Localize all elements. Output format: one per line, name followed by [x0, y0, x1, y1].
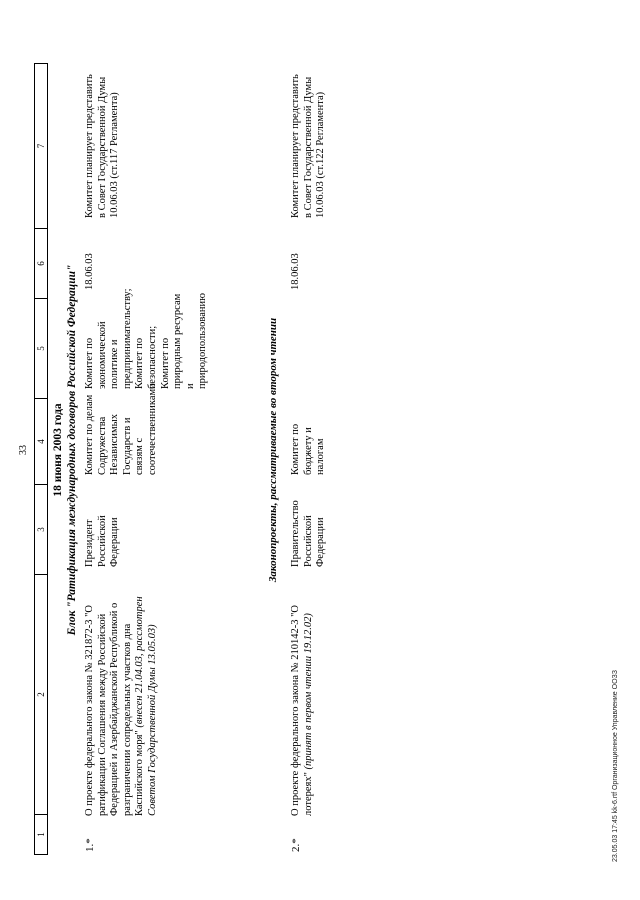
- row-remark: Комитет планирует представить в Совет Государственной Думы 10.06.03 (ст.122 Регламента): [290, 74, 327, 218]
- column-header-4: 4: [35, 398, 47, 484]
- date-heading: 18 июня 2003 года: [52, 403, 64, 497]
- row-remark: Комитет планирует представить в Совет Государственной Думы 10.06.03 (ст.117 Регламента): [84, 74, 121, 218]
- row-number: 1.*: [84, 838, 96, 852]
- column-header-3: 3: [35, 484, 47, 574]
- column-header-7: 7: [36, 143, 46, 149]
- row-title-cell: [84, 578, 160, 816]
- column-header-row: [34, 63, 48, 855]
- row-number: 2.*: [290, 838, 302, 852]
- row-title: О проекте федерального закона № 210142-3 "О лотереях": [290, 604, 314, 816]
- block-heading: Блок "Ратификация международных договоров Российской Федерации": [66, 264, 78, 636]
- row-initiator: Президент Российской Федерации: [84, 515, 121, 567]
- column-header-5: 5: [35, 298, 47, 398]
- row-date: 18.06.03: [84, 253, 95, 290]
- column-header-2: 2: [35, 574, 47, 814]
- row-title-cell: [290, 578, 315, 816]
- row-note: (внесен 21.04.03, рассмотрен Советом Государственной Думы 13.05.03): [134, 596, 158, 816]
- row-note: (принят в первом чтении 19.12.02): [302, 613, 314, 770]
- row-committee: Комитет по бюджету и налогам: [290, 423, 327, 475]
- row-co-committees: Комитет по экономической политике и предпринимательству; Комитет по безопасности; Комитет по природным ресурсам и природопользованию: [84, 288, 209, 389]
- column-header-1: 1: [35, 814, 47, 854]
- row-committee: Комитет по делам Содружества Независимых Государств и связям с соотечественниками: [84, 383, 158, 475]
- row-initiator: Правительство Российской Федерации: [290, 500, 327, 567]
- row-title: О проекте федерального закона № 321872-3 "О ратификации Соглашения между Российской Федерацией и Азербайджанской Республикой о разграничении сопредельных участков дна Каспийского моря": [84, 602, 146, 816]
- row-date: 18.06.03: [290, 253, 301, 290]
- page-number: 33: [18, 445, 29, 455]
- section-heading: Законопроекты, рассматриваемые во втором чтении: [267, 317, 279, 583]
- column-header-6: 6: [35, 228, 47, 298]
- document-footer: 23.05.03 17:45 kk-6.rtf Организационное Управление ООЗЗ: [612, 670, 619, 862]
